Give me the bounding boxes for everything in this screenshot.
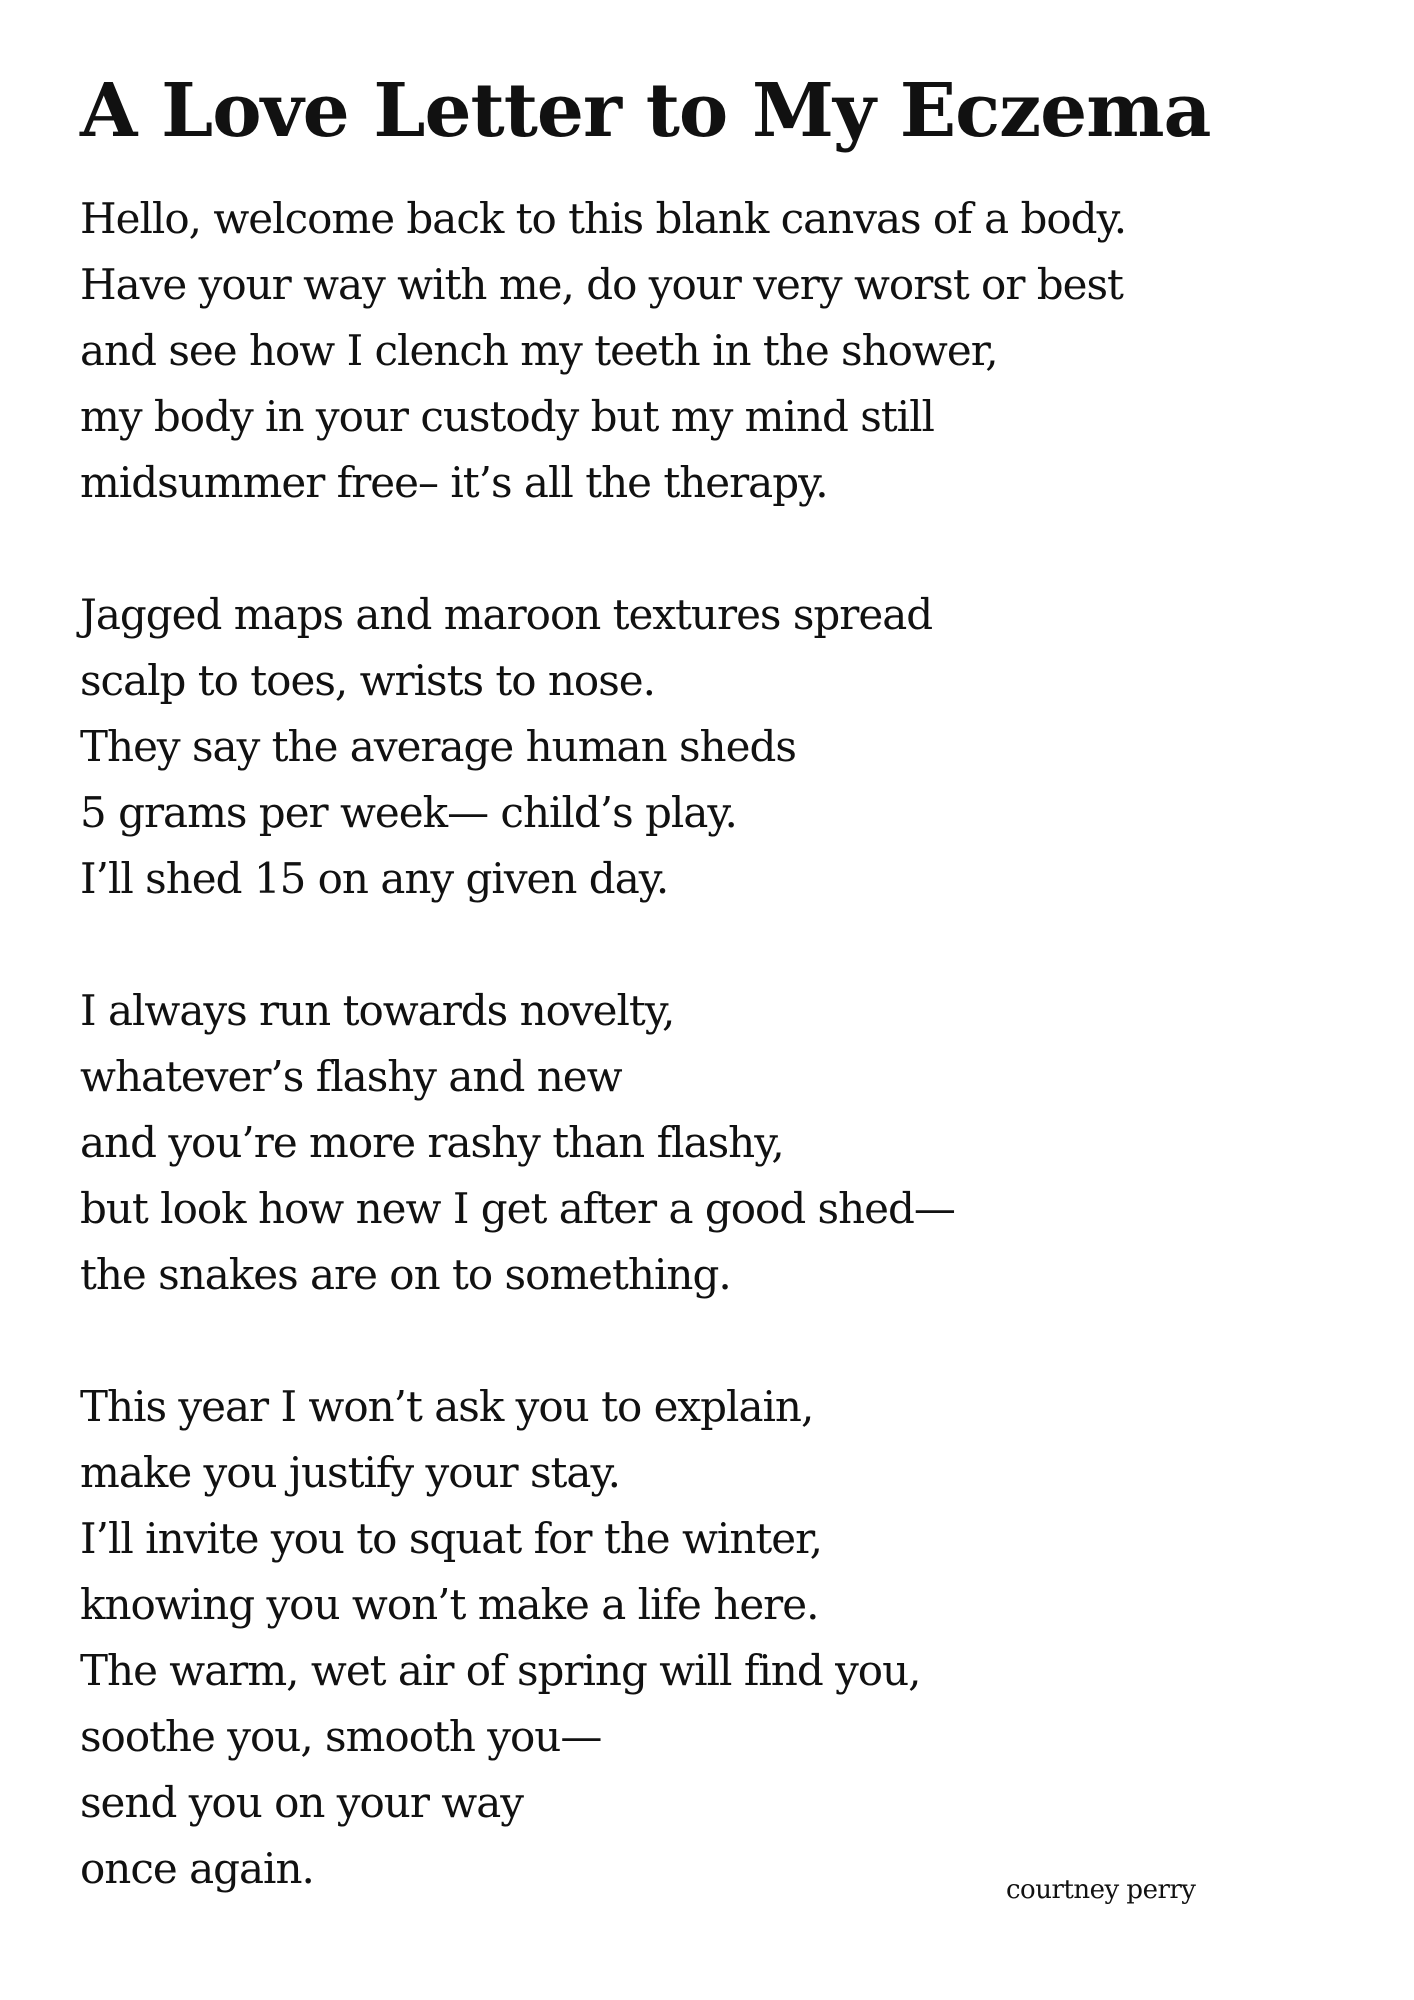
poem-title: A Love Letter to My Eczema: [80, 68, 1211, 154]
poem-line: scalp to toes, wrists to nose.: [80, 656, 655, 705]
poem-line: Jagged maps and maroon textures spread: [80, 590, 933, 639]
poem-line: 5 grams per week— child’s play.: [80, 788, 737, 837]
poem-line: I always run towards novelty,: [80, 986, 675, 1035]
poem-line: I’ll shed 15 on any given day.: [80, 854, 669, 903]
poem-line: my body in your custody but my mind still: [80, 392, 934, 441]
poem-line: I’ll invite you to squat for the winter,: [80, 1514, 822, 1563]
poem-line: Hello, welcome back to this blank canvas of a body.: [80, 194, 1127, 243]
poem-line: knowing you won’t make a life here.: [80, 1580, 819, 1629]
poem-line: They say the average human sheds: [80, 722, 796, 771]
poem-line: and you’re more rashy than flashy,: [80, 1118, 784, 1167]
poem-line: midsummer free– it’s all the therapy.: [80, 458, 828, 507]
poem-line: Have your way with me, do your very worst or best: [80, 260, 1123, 309]
poem-line: The warm, wet air of spring will find you,: [80, 1646, 921, 1695]
stanza-1: [80, 186, 1260, 516]
poem-line: once again.: [80, 1844, 314, 1893]
poem-line: whatever’s flashy and new: [80, 1052, 622, 1101]
poem-line: and see how I clench my teeth in the shower,: [80, 326, 998, 375]
author-signature: courtney perry: [1006, 1875, 1196, 1905]
poem-line: the snakes are on to something.: [80, 1250, 731, 1299]
poem-line: send you on your way: [80, 1778, 524, 1827]
poem-line: make you justify your stay.: [80, 1448, 620, 1497]
poem-line: but look how new I get after a good shed—: [80, 1184, 955, 1233]
poem-line: This year I won’t ask you to explain,: [80, 1382, 814, 1431]
stanza-2: [80, 582, 1260, 912]
poem-body: [80, 186, 1260, 1968]
stanza-4: [80, 1374, 1260, 1902]
stanza-3: [80, 978, 1260, 1308]
poem-line: soothe you, smooth you—: [80, 1712, 602, 1761]
